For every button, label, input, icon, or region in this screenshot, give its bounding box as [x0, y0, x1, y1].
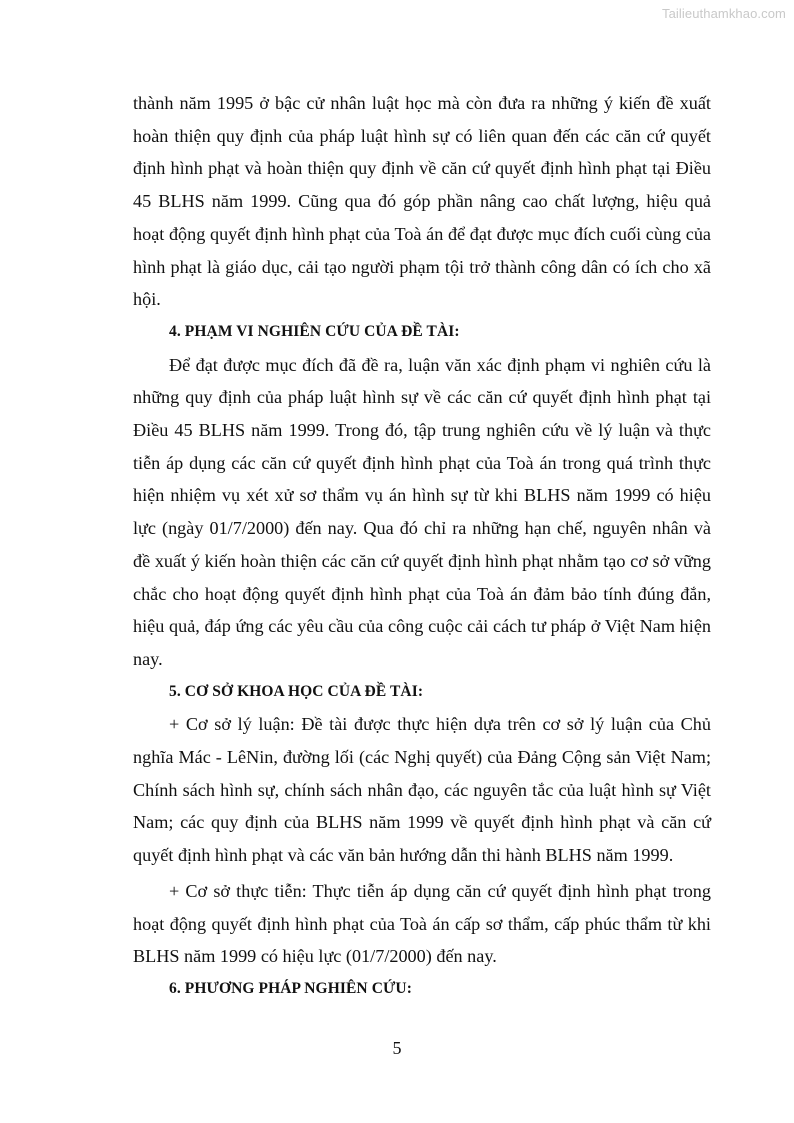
section-5-practice-paragraph: + Cơ sở thực tiễn: Thực tiễn áp dụng căn cứ quyết định hình phạt trong hoạt động quyết định hình phạt của Toà án cấp sơ thẩm, cấp phúc thẩm từ khi BLHS năm 1999 có hiệu lực (01/7/2000) đến nay.: [133, 880, 711, 967]
document-body: [133, 87, 711, 1006]
section-6-heading: 6. PHƯƠNG PHÁP NGHIÊN CỨU:: [169, 979, 412, 997]
section-5-heading: 5. CƠ SỞ KHOA HỌC CỦA ĐỀ TÀI:: [169, 682, 424, 700]
section-4-paragraph: Để đạt được mục đích đã đề ra, luận văn xác định phạm vi nghiên cứu là những quy định của pháp luật hình sự về các căn cứ quyết định hình phạt tại Điều 45 BLHS năm 1999. Trong đó, tập trung nghiên cứu về lý luận và thực tiễn áp dụng các căn cứ quyết định hình phạt của Toà án trong quá trình thực hiện nhiệm vụ xét xử sơ thẩm vụ án hình sự từ khi BLHS năm 1999 có hiệu lực (ngày 01/7/2000) đến nay. Qua đó chỉ ra những hạn chế, nguyên nhân và đề xuất ý kiến hoàn thiện các căn cứ quyết định hình phạt nhằm tạo cơ sở vững chắc cho hoạt động quyết định hình phạt của Toà án đảm bảo tính đúng đắn, hiệu quả, đáp ứng các yêu cầu của công cuộc cải cách tư pháp ở Việt Nam hiện nay.: [133, 354, 711, 669]
section-5-theory-paragraph: + Cơ sở lý luận: Đề tài được thực hiện dựa trên cơ sở lý luận của Chủ nghĩa Mác - LêNin, đường lối (các Nghị quyết) của Đảng Cộng sản Việt Nam; Chính sách hình sự, chính sách nhân đạo, các nguyên tắc của luật hình sự Việt Nam; các quy định của BLHS năm 1999 về quyết định hình phạt và căn cứ quyết định hình phạt và các văn bản hướng dẫn thi hành BLHS năm 1999.: [133, 714, 711, 866]
watermark: Tailieuthamkhao.com: [661, 6, 786, 21]
intro-paragraph: thành năm 1995 ở bậc cử nhân luật học mà còn đưa ra những ý kiến đề xuất hoàn thiện quy định của pháp luật hình sự có liên quan đến các căn cứ quyết định hình phạt và hoàn thiện quy định về căn cứ quyết định hình phạt tại Điều 45 BLHS năm 1999. Cũng qua đó góp phần nâng cao chất lượng, hiệu quả hoạt động quyết định hình phạt của Toà án để đạt được mục đích cuối cùng của hình phạt là giáo dục, cải tạo người phạm tội trở thành công dân có ích cho xã hội.: [133, 93, 711, 310]
page-number: 5: [392, 1038, 402, 1058]
section-4-heading: 4. PHẠM VI NGHIÊN CỨU CỦA ĐỀ TÀI:: [169, 322, 460, 340]
